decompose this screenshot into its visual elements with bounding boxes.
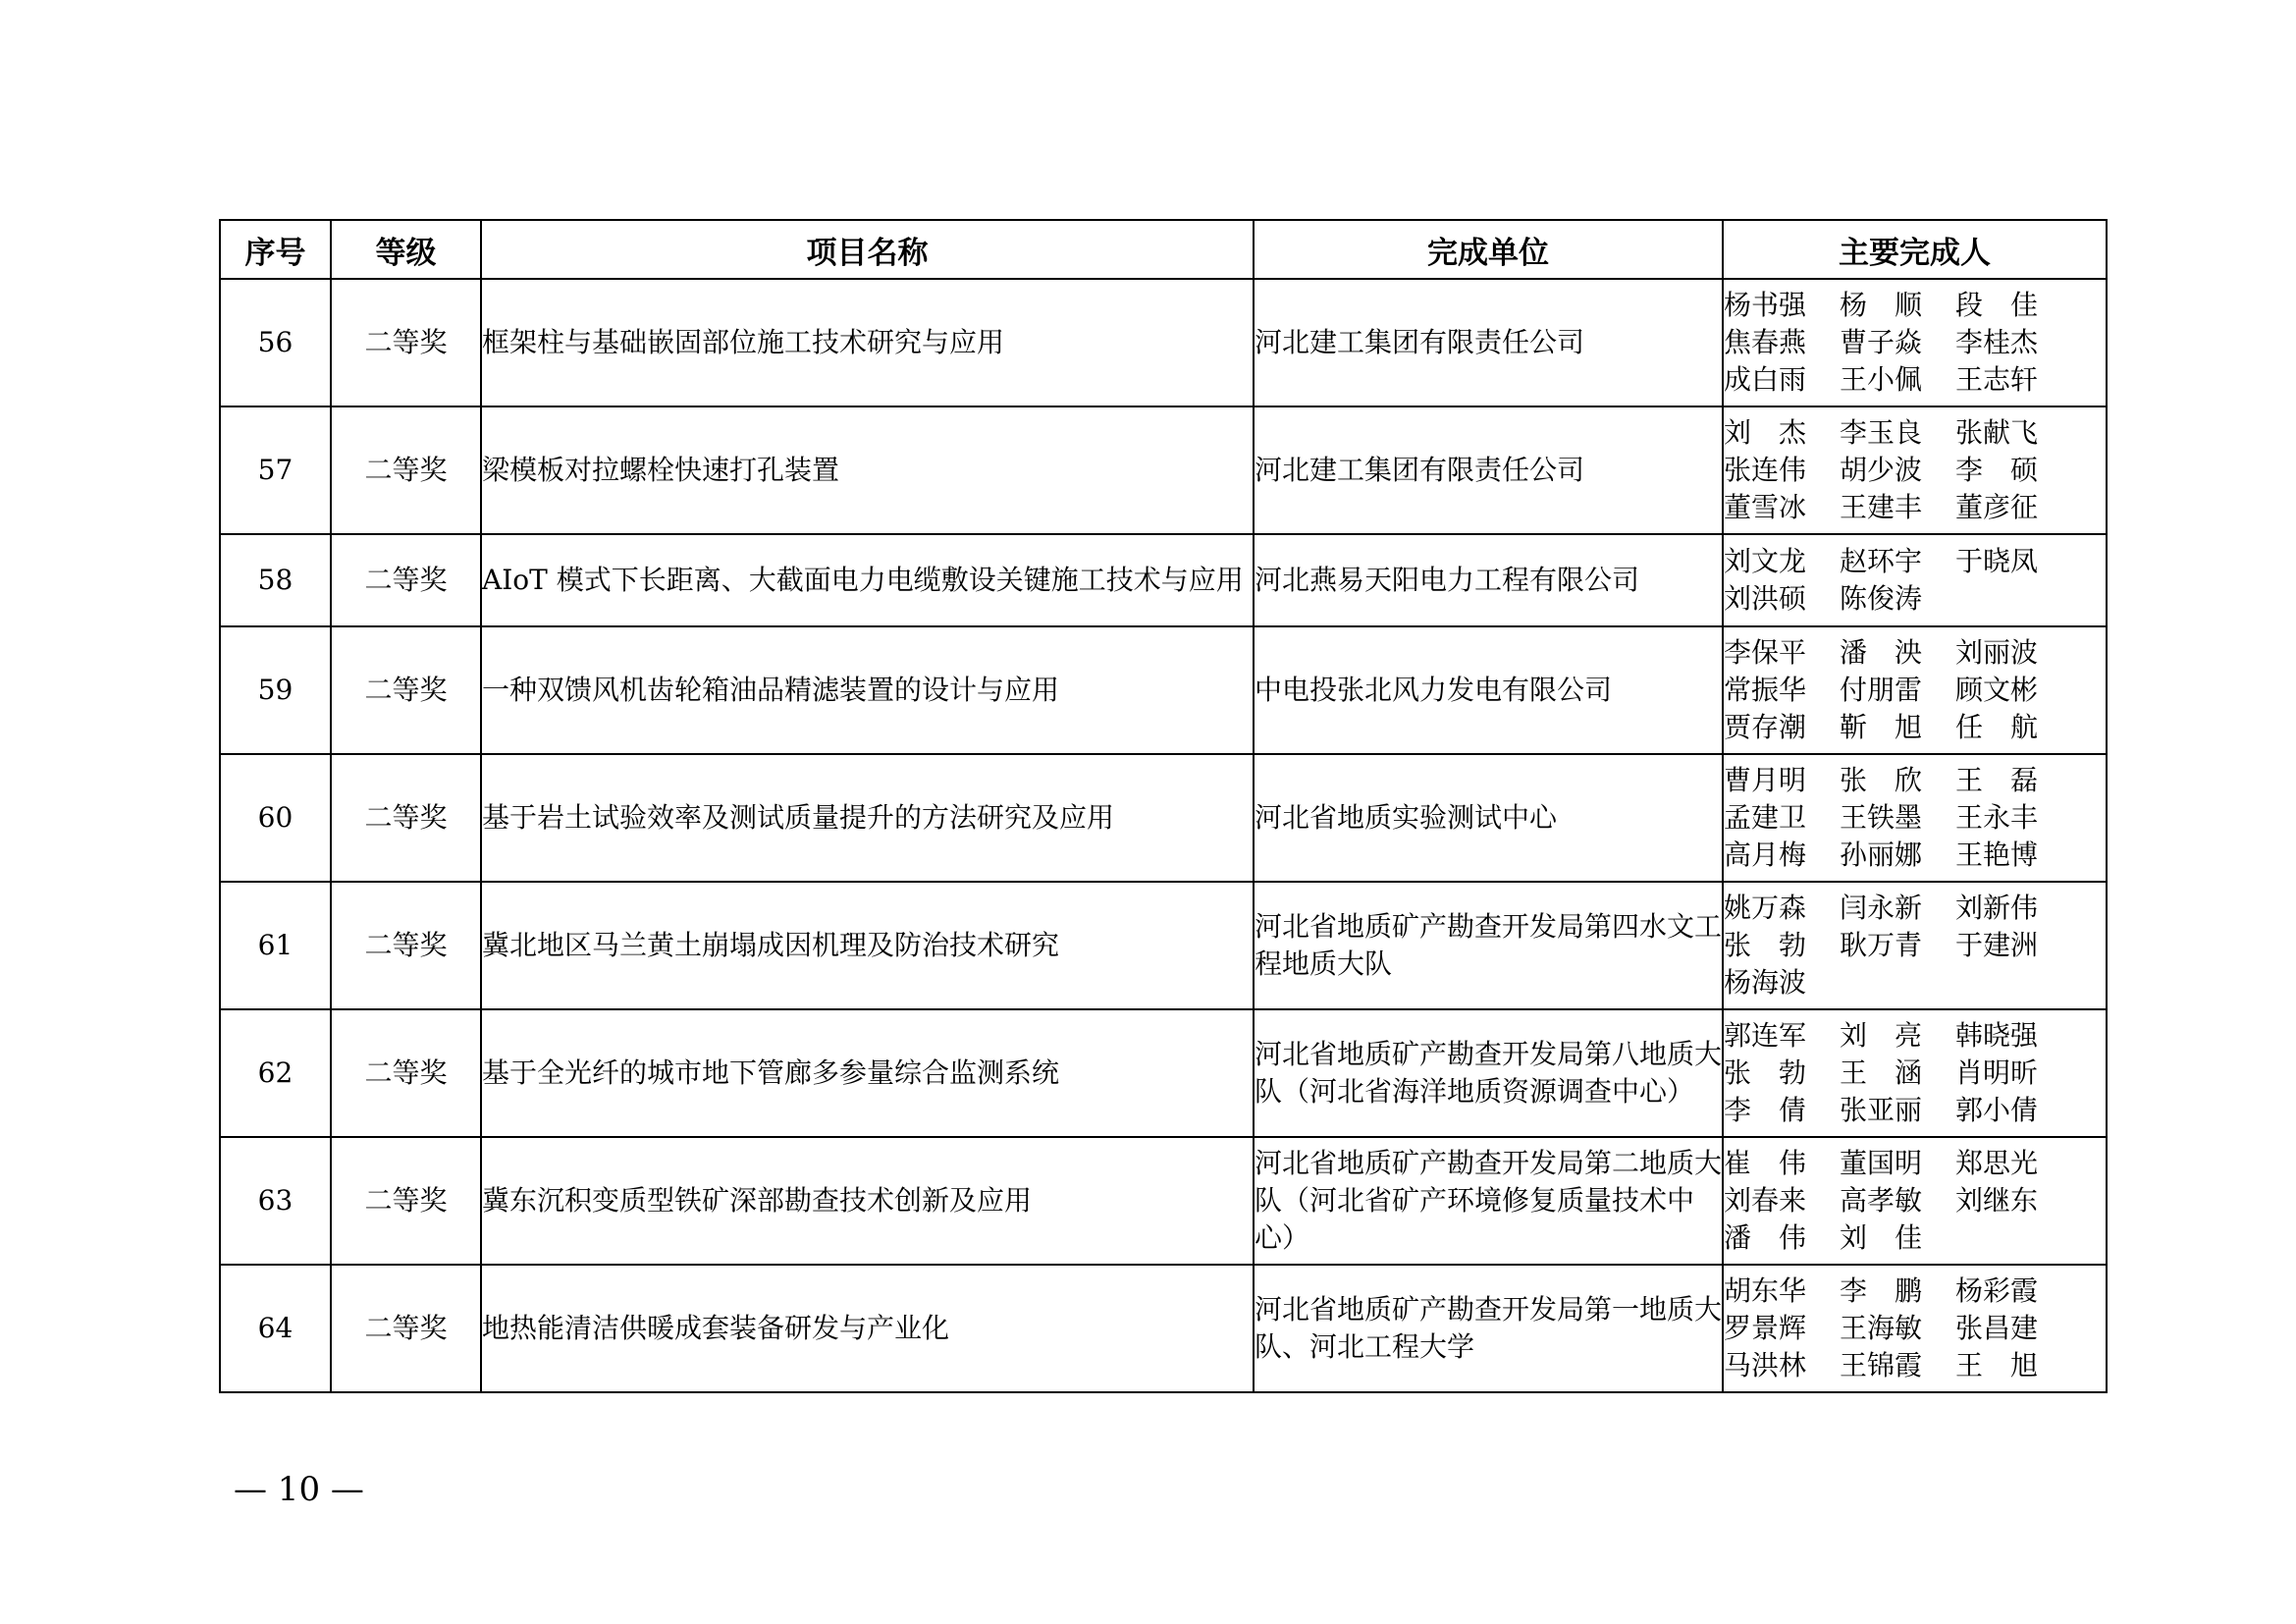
contributor-name: 于建洲	[1955, 929, 2039, 961]
contributors-line	[1724, 837, 2106, 874]
contributor-name: 李 硕	[1955, 454, 2039, 486]
completing-unit-cell: 河北省地质矿产勘查开发局第一地质大队、河北工程大学	[1254, 1265, 1723, 1392]
project-name-cell: 梁模板对拉螺栓快速打孔装置	[481, 406, 1254, 534]
contributor-name: 王 磊	[1955, 764, 2039, 796]
completing-unit-cell: 河北燕易天阳电力工程有限公司	[1254, 534, 1723, 626]
contributor-name: 李桂杰	[1955, 326, 2039, 358]
contributor-name: 付朋雷	[1840, 674, 1923, 706]
completing-unit-cell: 河北省地质矿产勘查开发局第八地质大队（河北省海洋地质资源调查中心）	[1254, 1009, 1723, 1137]
grade-cell: 二等奖	[331, 534, 481, 626]
grade-cell: 二等奖	[331, 406, 481, 534]
header-project-name: 项目名称	[481, 220, 1254, 279]
contributor-name: 张连伟	[1724, 454, 1807, 486]
contributor-name: 张亚丽	[1840, 1094, 1923, 1126]
contributors-cell	[1723, 1009, 2107, 1137]
grade-cell: 二等奖	[331, 279, 481, 406]
contributor-name: 陈俊涛	[1840, 582, 1923, 615]
contributor-name: 焦春燕	[1724, 326, 1807, 358]
serial-number-cell: 61	[220, 882, 331, 1009]
contributor-name: 常振华	[1724, 674, 1807, 706]
contributor-name: 王艳博	[1955, 839, 2039, 871]
table-row	[220, 1137, 2107, 1265]
contributor-name: 胡少波	[1840, 454, 1923, 486]
contributor-name: 郑思光	[1955, 1147, 2039, 1179]
contributors-line	[1724, 324, 2106, 361]
contributor-name: 靳 旭	[1840, 711, 1923, 743]
contributor-name: 王志轩	[1955, 363, 2039, 396]
table-row	[220, 279, 2107, 406]
contributors-line	[1724, 1310, 2106, 1347]
contributor-name: 张 勃	[1724, 929, 1807, 961]
contributor-name: 王 旭	[1955, 1349, 2039, 1381]
contributors-line	[1724, 709, 2106, 746]
completing-unit-cell: 河北建工集团有限责任公司	[1254, 406, 1723, 534]
contributor-name: 于晓凤	[1955, 545, 2039, 577]
contributor-name: 刘新伟	[1955, 892, 2039, 924]
contributor-name: 刘文龙	[1724, 545, 1807, 577]
completing-unit-cell: 河北省地质矿产勘查开发局第二地质大队（河北省矿产环境修复质量技术中心）	[1254, 1137, 1723, 1265]
contributor-name: 闫永新	[1840, 892, 1923, 924]
contributors-line	[1724, 1182, 2106, 1219]
contributor-name: 段 佳	[1955, 289, 2039, 321]
contributor-name: 王锦霞	[1840, 1349, 1923, 1381]
contributors-line	[1724, 1347, 2106, 1384]
contributor-name: 崔 伟	[1724, 1147, 1807, 1179]
project-name-cell: 地热能清洁供暖成套装备研发与产业化	[481, 1265, 1254, 1392]
contributors-line	[1724, 543, 2106, 580]
awards-table	[219, 219, 2108, 1393]
contributor-name: 刘丽波	[1955, 636, 2039, 669]
contributor-name: 杨 顺	[1840, 289, 1923, 321]
contributor-name: 郭小倩	[1955, 1094, 2039, 1126]
table-row	[220, 406, 2107, 534]
contributor-name: 罗景辉	[1724, 1312, 1807, 1344]
project-name-cell: 框架柱与基础嵌固部位施工技术研究与应用	[481, 279, 1254, 406]
contributor-name: 郭连军	[1724, 1019, 1807, 1052]
contributor-name: 刘继东	[1955, 1184, 2039, 1217]
contributor-name: 王建丰	[1840, 491, 1923, 523]
serial-number-cell: 58	[220, 534, 331, 626]
contributors-line	[1724, 890, 2106, 927]
contributors-line	[1724, 287, 2106, 324]
contributor-name: 张献飞	[1955, 416, 2039, 449]
contributor-name: 韩晓强	[1955, 1019, 2039, 1052]
contributor-name: 杨海波	[1724, 966, 1807, 999]
contributor-name: 赵环宇	[1840, 545, 1923, 577]
contributor-name: 杨彩霞	[1955, 1274, 2039, 1307]
contributors-line	[1724, 1145, 2106, 1182]
contributor-name: 高孝敏	[1840, 1184, 1923, 1217]
contributor-name: 成白雨	[1724, 363, 1807, 396]
contributor-name: 王 涵	[1840, 1056, 1923, 1089]
contributor-name: 姚万森	[1724, 892, 1807, 924]
contributor-name: 张 欣	[1840, 764, 1923, 796]
table-row	[220, 754, 2107, 882]
contributor-name: 董彦征	[1955, 491, 2039, 523]
serial-number-cell: 59	[220, 626, 331, 754]
grade-cell: 二等奖	[331, 1137, 481, 1265]
contributor-name: 刘 杰	[1724, 416, 1807, 449]
contributor-name: 刘 亮	[1840, 1019, 1923, 1052]
contributor-name: 孙丽娜	[1840, 839, 1923, 871]
completing-unit-cell: 河北省地质实验测试中心	[1254, 754, 1723, 882]
project-name-cell: 基于全光纤的城市地下管廊多参量综合监测系统	[481, 1009, 1254, 1137]
contributors-cell	[1723, 279, 2107, 406]
contributors-line	[1724, 762, 2106, 799]
header-completing-unit: 完成单位	[1254, 220, 1723, 279]
serial-number-cell: 63	[220, 1137, 331, 1265]
contributor-name: 张昌建	[1955, 1312, 2039, 1344]
contributors-line	[1724, 1055, 2106, 1092]
contributor-name: 王铁墨	[1840, 801, 1923, 834]
contributors-cell	[1723, 1137, 2107, 1265]
contributor-name: 任 航	[1955, 711, 2039, 743]
contributor-name: 王海敏	[1840, 1312, 1923, 1344]
contributor-name: 孟建卫	[1724, 801, 1807, 834]
contributors-line	[1724, 964, 2106, 1001]
serial-number-cell: 62	[220, 1009, 331, 1137]
contributors-cell	[1723, 1265, 2107, 1392]
grade-cell: 二等奖	[331, 626, 481, 754]
project-name-cell: 一种双馈风机齿轮箱油品精滤装置的设计与应用	[481, 626, 1254, 754]
contributors-line	[1724, 927, 2106, 964]
serial-number-cell: 60	[220, 754, 331, 882]
contributors-cell	[1723, 754, 2107, 882]
contributor-name: 王永丰	[1955, 801, 2039, 834]
table-row	[220, 626, 2107, 754]
contributor-name: 李保平	[1724, 636, 1807, 669]
contributor-name: 王小佩	[1840, 363, 1923, 396]
table-header-row	[220, 220, 2107, 279]
contributor-name: 高月梅	[1724, 839, 1807, 871]
contributor-name: 顾文彬	[1955, 674, 2039, 706]
grade-cell: 二等奖	[331, 1265, 481, 1392]
contributor-name: 贾存潮	[1724, 711, 1807, 743]
header-grade: 等级	[331, 220, 481, 279]
grade-cell: 二等奖	[331, 882, 481, 1009]
contributors-cell	[1723, 534, 2107, 626]
project-name-cell: 冀东沉积变质型铁矿深部勘查技术创新及应用	[481, 1137, 1254, 1265]
contributors-line	[1724, 414, 2106, 452]
page-number: — 10 —	[234, 1470, 364, 1509]
contributors-line	[1724, 1092, 2106, 1129]
contributors-line	[1724, 799, 2106, 837]
contributor-name: 曹月明	[1724, 764, 1807, 796]
contributor-name: 潘 伟	[1724, 1221, 1807, 1254]
contributor-name: 董雪冰	[1724, 491, 1807, 523]
contributor-name: 董国明	[1840, 1147, 1923, 1179]
contributor-name: 张 勃	[1724, 1056, 1807, 1089]
project-name-cell: 冀北地区马兰黄土崩塌成因机理及防治技术研究	[481, 882, 1254, 1009]
grade-cell: 二等奖	[331, 1009, 481, 1137]
completing-unit-cell: 河北省地质矿产勘查开发局第四水文工程地质大队	[1254, 882, 1723, 1009]
contributors-cell	[1723, 882, 2107, 1009]
contributor-name: 胡东华	[1724, 1274, 1807, 1307]
table-body	[220, 279, 2107, 1392]
table-row	[220, 882, 2107, 1009]
project-name-cell: 基于岩土试验效率及测试质量提升的方法研究及应用	[481, 754, 1254, 882]
table-row	[220, 1265, 2107, 1392]
contributors-cell	[1723, 626, 2107, 754]
completing-unit-cell: 中电投张北风力发电有限公司	[1254, 626, 1723, 754]
contributors-cell	[1723, 406, 2107, 534]
contributors-line	[1724, 580, 2106, 618]
contributors-line	[1724, 634, 2106, 672]
contributor-name: 李 倩	[1724, 1094, 1807, 1126]
contributor-name: 耿万青	[1840, 929, 1923, 961]
contributors-line	[1724, 1219, 2106, 1257]
project-name-cell: AIoT 模式下长距离、大截面电力电缆敷设关键施工技术与应用	[481, 534, 1254, 626]
contributors-line	[1724, 1017, 2106, 1055]
contributor-name: 刘 佳	[1840, 1221, 1923, 1254]
table-row	[220, 534, 2107, 626]
serial-number-cell: 56	[220, 279, 331, 406]
contributors-line	[1724, 1272, 2106, 1310]
contributor-name: 李 鹏	[1840, 1274, 1923, 1307]
contributor-name: 刘洪硕	[1724, 582, 1807, 615]
contributor-name: 杨书强	[1724, 289, 1807, 321]
header-serial-number: 序号	[220, 220, 331, 279]
contributor-name: 肖明昕	[1955, 1056, 2039, 1089]
grade-cell: 二等奖	[331, 754, 481, 882]
serial-number-cell: 64	[220, 1265, 331, 1392]
table-row	[220, 1009, 2107, 1137]
contributor-name: 潘 泱	[1840, 636, 1923, 669]
contributor-name: 刘春来	[1724, 1184, 1807, 1217]
contributors-line	[1724, 489, 2106, 526]
contributor-name: 马洪林	[1724, 1349, 1807, 1381]
contributor-name: 李玉良	[1840, 416, 1923, 449]
header-main-contributors: 主要完成人	[1723, 220, 2107, 279]
contributor-name: 曹子焱	[1840, 326, 1923, 358]
contributors-line	[1724, 452, 2106, 489]
serial-number-cell: 57	[220, 406, 331, 534]
contributors-line	[1724, 361, 2106, 399]
completing-unit-cell: 河北建工集团有限责任公司	[1254, 279, 1723, 406]
contributors-line	[1724, 672, 2106, 709]
